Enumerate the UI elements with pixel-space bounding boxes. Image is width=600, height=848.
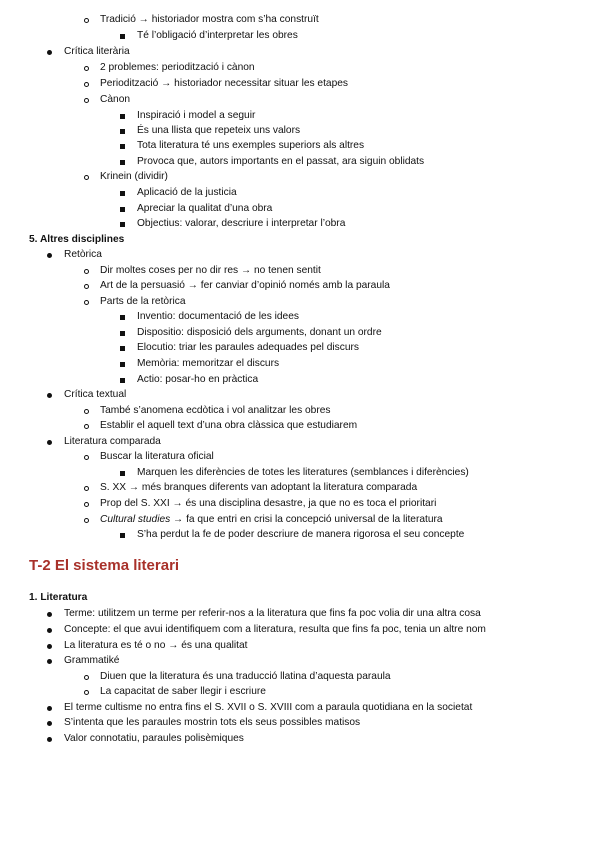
list-item-text: Crítica literària bbox=[64, 46, 130, 57]
list-item bbox=[0, 124, 600, 138]
list-item bbox=[0, 155, 600, 169]
list-item-text: Cànon bbox=[100, 94, 131, 105]
disc-bullet-icon bbox=[47, 659, 52, 664]
list-item-rest: → fa que entri en crisi la concepció universal de la literatura bbox=[170, 514, 443, 525]
list-item-text: Objectius: valorar, descriure i interpretar l’obra bbox=[137, 218, 346, 229]
list-item-text: Grammatiké bbox=[64, 655, 120, 666]
circle-bullet-icon bbox=[84, 486, 89, 491]
square-bullet-icon bbox=[120, 331, 125, 336]
circle-bullet-icon bbox=[84, 424, 89, 429]
list-item-text: Parts de la retòrica bbox=[100, 296, 186, 307]
list-item-text: Memòria: memoritzar el discurs bbox=[137, 358, 280, 369]
circle-bullet-icon bbox=[84, 66, 89, 71]
list-item bbox=[0, 623, 600, 637]
circle-bullet-icon bbox=[84, 284, 89, 289]
circle-bullet-icon bbox=[84, 269, 89, 274]
list-item-text: Diuen que la literatura és una traducció llatina d’aquesta paraula bbox=[100, 671, 391, 682]
list-item-text: Terme: utilitzem un terme per referir-nos a la literatura que fins fa poc volia dir una altra cosa bbox=[64, 608, 481, 619]
list-item bbox=[0, 654, 600, 668]
disc-bullet-icon bbox=[47, 50, 52, 55]
circle-bullet-icon bbox=[84, 675, 89, 680]
circle-bullet-icon bbox=[84, 518, 89, 523]
disc-bullet-icon bbox=[47, 440, 52, 445]
list-item bbox=[0, 639, 600, 653]
list-item bbox=[0, 45, 600, 59]
list-item bbox=[0, 388, 600, 402]
list-item-text: Elocutio: triar les paraules adequades pel discurs bbox=[137, 342, 359, 353]
disc-bullet-icon bbox=[47, 393, 52, 398]
list-item-text: 5. Altres disciplines bbox=[29, 234, 125, 245]
list-item bbox=[0, 670, 600, 684]
square-bullet-icon bbox=[120, 346, 125, 351]
square-bullet-icon bbox=[120, 129, 125, 134]
italic-term: Cultural studies bbox=[100, 514, 171, 525]
list-item-text: Dir moltes coses per no dir res → no tenen sentit bbox=[100, 265, 321, 276]
list-item-text: Té l’obligació d’interpretar les obres bbox=[137, 30, 298, 41]
disc-bullet-icon bbox=[47, 706, 52, 711]
list-item bbox=[0, 202, 600, 216]
list-item bbox=[0, 264, 600, 278]
disc-bullet-icon bbox=[47, 253, 52, 258]
section-heading bbox=[0, 591, 600, 605]
list-item-text bbox=[100, 513, 443, 527]
list-item-text: S’intenta que les paraules mostrin tots els seus possibles matisos bbox=[64, 717, 361, 728]
list-item bbox=[0, 77, 600, 91]
square-bullet-icon bbox=[120, 160, 125, 165]
circle-bullet-icon bbox=[84, 82, 89, 87]
list-item bbox=[0, 450, 600, 464]
list-item bbox=[0, 513, 600, 527]
circle-bullet-icon bbox=[84, 300, 89, 305]
list-item bbox=[0, 341, 600, 355]
square-bullet-icon bbox=[120, 222, 125, 227]
list-item bbox=[0, 685, 600, 699]
square-bullet-icon bbox=[120, 362, 125, 367]
list-item-text: 2 problemes: periodització i cànon bbox=[100, 62, 255, 73]
circle-bullet-icon bbox=[84, 690, 89, 695]
list-item bbox=[0, 13, 600, 27]
list-item bbox=[0, 217, 600, 231]
square-bullet-icon bbox=[120, 144, 125, 149]
circle-bullet-icon bbox=[84, 409, 89, 414]
circle-bullet-icon bbox=[84, 98, 89, 103]
disc-bullet-icon bbox=[47, 737, 52, 742]
list-item-text: La literatura es té o no → és una qualitat bbox=[64, 640, 248, 651]
list-item-text: Aplicació de la justicia bbox=[137, 187, 237, 198]
list-item bbox=[0, 109, 600, 123]
chapter-title: T-2 El sistema literari bbox=[29, 557, 180, 574]
list-item-text: Actio: posar-ho en pràctica bbox=[137, 374, 259, 385]
list-item-text: Crítica textual bbox=[64, 389, 127, 400]
list-item-text: Inventio: documentació de les idees bbox=[137, 311, 299, 322]
list-item bbox=[0, 732, 600, 746]
square-bullet-icon bbox=[120, 471, 125, 476]
list-item-text: S. XX → més branques diferents van adoptant la literatura comparada bbox=[100, 482, 418, 493]
list-item-text: Provoca que, autors importants en el passat, ara siguin oblidats bbox=[137, 156, 425, 167]
list-item bbox=[0, 186, 600, 200]
list-item-text: Inspiració i model a seguir bbox=[137, 110, 256, 121]
list-item-text: Concepte: el que avui identifiquem com a literatura, resulta que fins fa poc, tenia un altre nom bbox=[64, 624, 486, 635]
list-item-text: La capacitat de saber llegir i escriure bbox=[100, 686, 266, 697]
circle-bullet-icon bbox=[84, 18, 89, 23]
list-item-text: Literatura comparada bbox=[64, 436, 161, 447]
square-bullet-icon bbox=[120, 34, 125, 39]
list-item bbox=[0, 607, 600, 621]
list-item bbox=[0, 61, 600, 75]
list-item-text: Krinein (dividir) bbox=[100, 171, 168, 182]
list-item bbox=[0, 139, 600, 153]
list-item-text: Art de la persuasió → fer canviar d’opinió només amb la paraula bbox=[100, 280, 390, 291]
list-item bbox=[0, 248, 600, 262]
list-item-text: Valor connotatiu, paraules polisèmiques bbox=[64, 733, 244, 744]
list-item bbox=[0, 528, 600, 542]
list-item bbox=[0, 93, 600, 107]
square-bullet-icon bbox=[120, 533, 125, 538]
square-bullet-icon bbox=[120, 207, 125, 212]
list-item bbox=[0, 716, 600, 730]
disc-bullet-icon bbox=[47, 628, 52, 633]
list-item bbox=[0, 373, 600, 387]
disc-bullet-icon bbox=[47, 612, 52, 617]
list-item bbox=[0, 170, 600, 184]
circle-bullet-icon bbox=[84, 175, 89, 180]
list-item-text: Periodització → historiador necessitar situar les etapes bbox=[100, 78, 349, 89]
square-bullet-icon bbox=[120, 378, 125, 383]
list-item-text: Retòrica bbox=[64, 249, 102, 260]
list-item bbox=[0, 29, 600, 43]
square-bullet-icon bbox=[120, 114, 125, 119]
list-item-text: Dispositio: disposició dels arguments, donant un ordre bbox=[137, 327, 382, 338]
list-item bbox=[0, 419, 600, 433]
list-item bbox=[0, 435, 600, 449]
list-item bbox=[0, 404, 600, 418]
disc-bullet-icon bbox=[47, 721, 52, 726]
list-item bbox=[0, 295, 600, 309]
list-item bbox=[0, 701, 600, 715]
list-item bbox=[0, 357, 600, 371]
list-item-text: És una llista que repeteix uns valors bbox=[137, 125, 301, 136]
list-item bbox=[0, 310, 600, 324]
list-item-text: El terme cultisme no entra fins el S. XVII o S. XVIII com a paraula quotidiana en la societat bbox=[64, 702, 473, 713]
list-item bbox=[0, 326, 600, 340]
list-item-text: Marquen les diferències de totes les literatures (semblances i diferències) bbox=[137, 467, 469, 478]
list-item-text: Tradició → historiador mostra com s’ha construït bbox=[100, 14, 319, 25]
square-bullet-icon bbox=[120, 191, 125, 196]
list-item-text: 1. Literatura bbox=[29, 592, 88, 603]
circle-bullet-icon bbox=[84, 502, 89, 507]
list-item-text: S’ha perdut la fe de poder descriure de manera rigorosa el seu concepte bbox=[137, 529, 465, 540]
list-item-text: Prop del S. XXI → és una disciplina desastre, ja que no es toca el prioritari bbox=[100, 498, 437, 509]
section-heading bbox=[0, 233, 600, 247]
list-item bbox=[0, 466, 600, 480]
list-item bbox=[0, 279, 600, 293]
list-item-text: Buscar la literatura oficial bbox=[100, 451, 214, 462]
list-item-text: Establir el aquell text d’una obra clàssica que estudiarem bbox=[100, 420, 358, 431]
list-item-text: Apreciar la qualitat d’una obra bbox=[137, 203, 273, 214]
list-item bbox=[0, 497, 600, 511]
list-item-text: També s’anomena ecdòtica i vol analitzar les obres bbox=[100, 405, 331, 416]
disc-bullet-icon bbox=[47, 644, 52, 649]
list-item bbox=[0, 481, 600, 495]
list-item-text: Tota literatura té uns exemples superiors als altres bbox=[137, 140, 365, 151]
square-bullet-icon bbox=[120, 315, 125, 320]
circle-bullet-icon bbox=[84, 455, 89, 460]
